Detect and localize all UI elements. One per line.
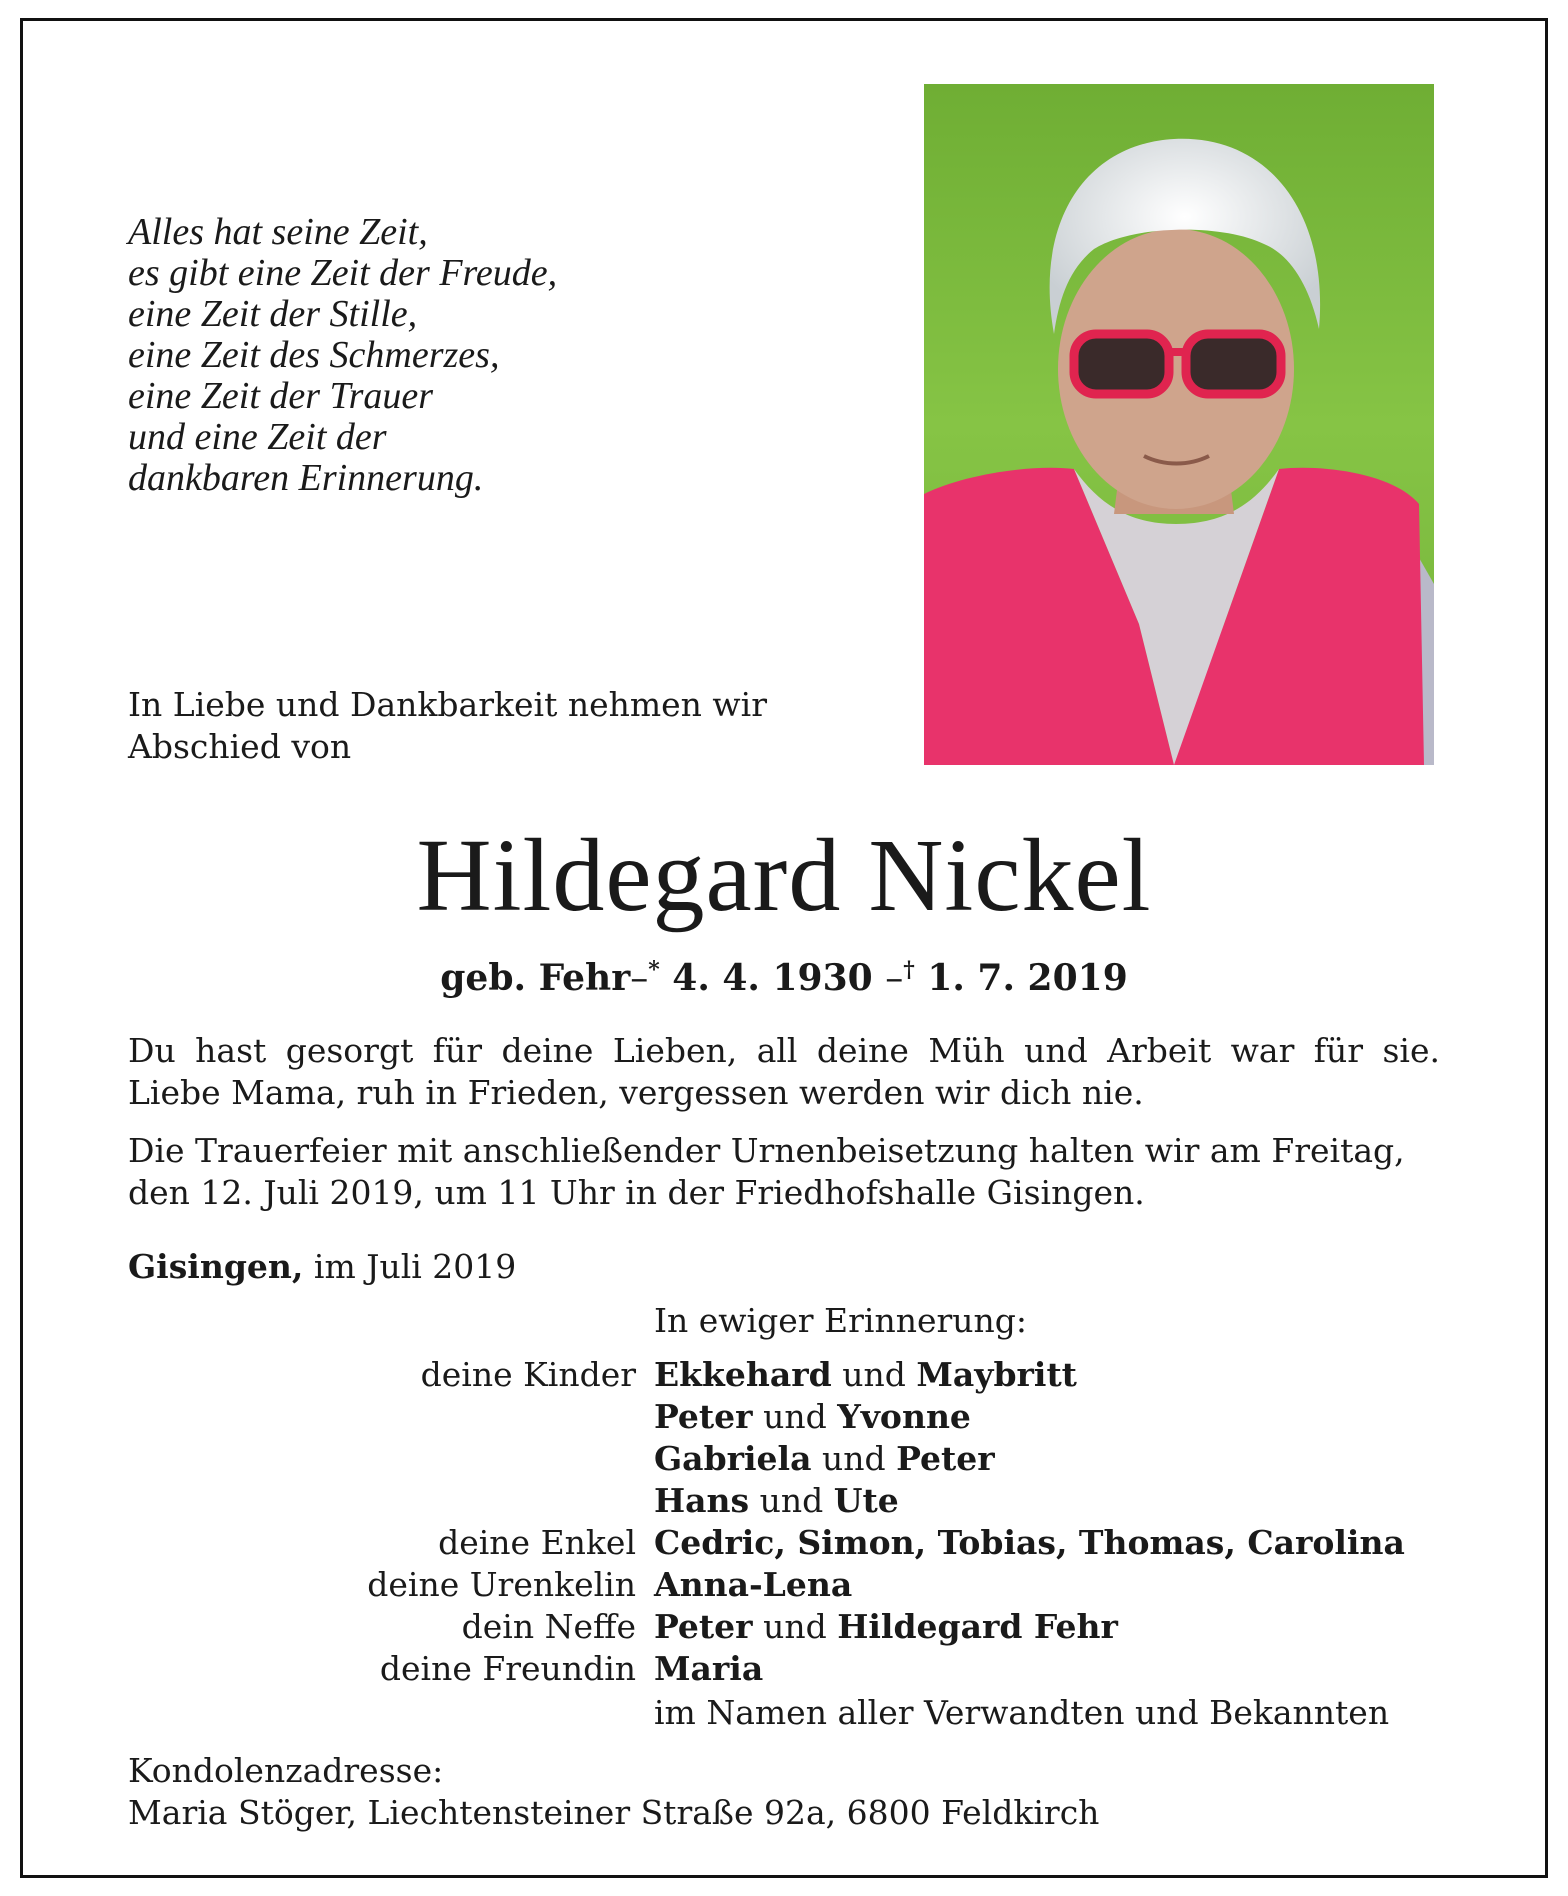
condolence-address — [128, 1750, 1099, 1834]
place-month: im Juli 2019 — [313, 1247, 517, 1286]
relative-name: Hans — [654, 1481, 750, 1520]
relative-name: Ute — [833, 1481, 899, 1520]
intro-line: Abschied von — [128, 727, 352, 766]
relative-name: Anna-Lena — [654, 1565, 853, 1604]
relative-names — [654, 1438, 995, 1480]
dash: – — [630, 958, 649, 999]
deceased-name: Hildegard Nickel — [416, 818, 1152, 933]
relative-name: Yvonne — [837, 1397, 971, 1436]
intro-line: In Liebe und Dankbarkeit nehmen wir — [128, 685, 768, 724]
relative-name: Peter — [654, 1607, 753, 1646]
poem-line: es gibt eine Zeit der Freude, — [128, 252, 558, 294]
place-date — [128, 1246, 516, 1288]
relative-names — [654, 1606, 1118, 1648]
conjunction: und — [763, 1397, 827, 1436]
glasses-right-lens — [1186, 334, 1281, 394]
death-date: 1. 7. 2019 — [927, 957, 1128, 999]
ceremony-info — [128, 1130, 1440, 1214]
relative-name: Hildegard Fehr — [837, 1607, 1118, 1646]
relation-label: deine Urenkelin — [367, 1565, 636, 1604]
relative-name: Cedric, Simon, Tobias, Thomas, Carolina — [654, 1523, 1405, 1562]
family-row — [0, 1564, 1568, 1606]
death-symbol: † — [903, 957, 915, 983]
condolence-label: Kondolenzadresse: — [128, 1751, 444, 1790]
place-town: Gisingen, — [128, 1247, 304, 1286]
family-row — [0, 1354, 1568, 1396]
birth-symbol: * — [648, 957, 660, 983]
poem-line: eine Zeit der Stille, — [128, 293, 418, 335]
relative-name: Peter — [654, 1397, 753, 1436]
family-row — [0, 1648, 1568, 1690]
message — [128, 1030, 1440, 1114]
conjunction: und — [842, 1355, 906, 1394]
family-list — [0, 1354, 1568, 1690]
life-dates — [0, 948, 1568, 1001]
maiden-name: geb. Fehr — [440, 957, 631, 999]
relation-label: deine Kinder — [420, 1355, 636, 1394]
conjunction: und — [821, 1439, 886, 1478]
poem — [128, 212, 688, 499]
message-line: Du hast gesorgt für deine Lieben, all deine Müh und Arbeit war für sie. — [128, 1031, 1440, 1070]
relative-name: Gabriela — [654, 1439, 812, 1478]
ceremony-line: Die Trauerfeier mit anschließender Urnenbeisetzung halten wir am Freitag, — [128, 1131, 1405, 1170]
condolence-address-line: Maria Stöger, Liechtensteiner Straße 92a, 6800 Feldkirch — [128, 1793, 1100, 1832]
poem-line: eine Zeit des Schmerzes, — [128, 334, 500, 376]
relative-name: Maria — [654, 1649, 764, 1688]
relation-label: dein Neffe — [461, 1607, 636, 1646]
conjunction: und — [763, 1607, 827, 1646]
family-row — [0, 1438, 1568, 1480]
relative-names — [654, 1480, 899, 1522]
family-row — [0, 1522, 1568, 1564]
relative-names — [654, 1648, 763, 1690]
relative-names — [654, 1396, 971, 1438]
message-line: Liebe Mama, ruh in Frieden, vergessen werden wir dich nie. — [128, 1073, 1144, 1112]
ceremony-line: den 12. Juli 2019, um 11 Uhr in der Friedhofshalle Gisingen. — [128, 1173, 1145, 1212]
dash: – — [885, 958, 904, 999]
relation-label: deine Enkel — [438, 1523, 636, 1562]
family-row — [0, 1606, 1568, 1648]
relative-names — [654, 1564, 852, 1606]
memory-heading: In ewiger Erinnerung: — [654, 1301, 1028, 1340]
poem-line: und eine Zeit der — [128, 416, 387, 458]
relative-names — [654, 1354, 1077, 1396]
intro-text — [128, 684, 848, 768]
poem-line: dankbaren Erinnerung. — [128, 457, 484, 499]
poem-line: Alles hat seine Zeit, — [128, 211, 428, 253]
portrait-photo — [924, 84, 1434, 765]
relative-name: Peter — [896, 1439, 995, 1478]
family-row — [0, 1480, 1568, 1522]
glasses-left-lens — [1074, 334, 1169, 394]
poem-line: eine Zeit der Trauer — [128, 375, 434, 417]
conjunction: und — [759, 1481, 824, 1520]
relative-name: Maybritt — [916, 1355, 1077, 1394]
relative-name: Ekkehard — [654, 1355, 832, 1394]
family-row — [0, 1396, 1568, 1438]
relative-names — [654, 1522, 1405, 1564]
birth-date: 4. 4. 1930 — [672, 957, 873, 999]
relation-label: deine Freundin — [379, 1649, 636, 1688]
closing-line: im Namen aller Verwandten und Bekannten — [654, 1693, 1390, 1732]
